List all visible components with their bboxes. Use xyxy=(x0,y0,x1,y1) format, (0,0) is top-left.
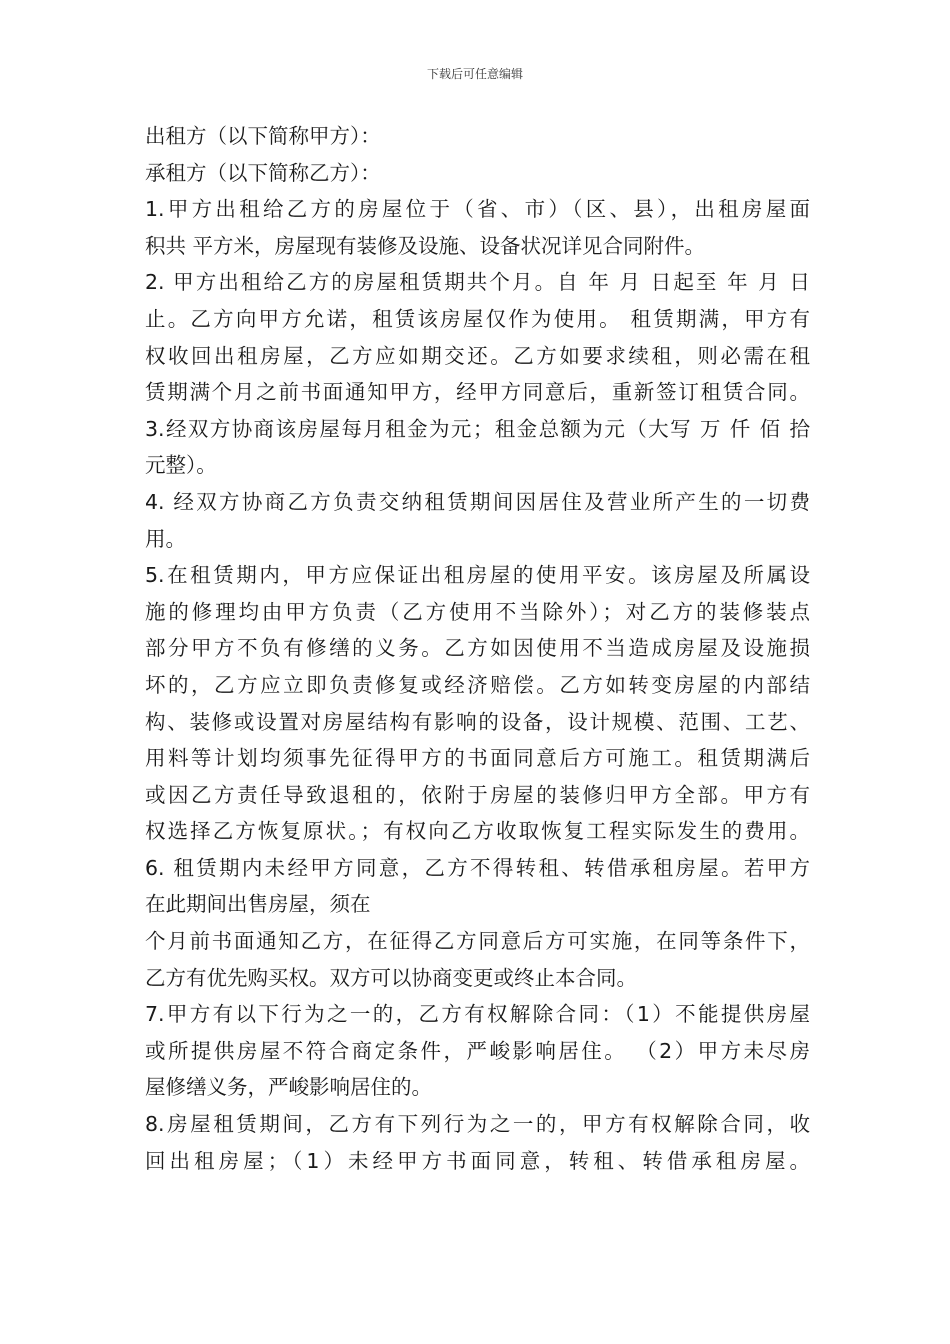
document-body xyxy=(145,118,810,1179)
document-line: 承租方（以下简称乙方）： xyxy=(145,160,381,185)
document-line: 或所提供房屋不符合商定条件，严峻影响居住。 （2）甲方未尽房 xyxy=(145,1038,810,1063)
document-line: 4. 经双方协商乙方负责交纳租赁期间因居住及营业所产生的一切费 xyxy=(145,489,810,514)
document-line: 或因乙方责任导致退租的，依附于房屋的装修归甲方全部。甲方有 xyxy=(145,782,810,807)
document-line: 积共 平方米，房屋现有装修及设施、设备状况详见合同附件。 xyxy=(145,233,706,258)
document-line: 3.经双方协商该房屋每月租金为元；租金总额为元（大写 万 仟 佰 拾 xyxy=(145,416,810,441)
document-line: 个月前书面通知乙方，在征得乙方同意后方可实施，在同等条件下， xyxy=(145,929,810,954)
document-line: 部分甲方不负有修缮的义务。乙方如因使用不当造成房屋及设施损 xyxy=(145,636,810,661)
document-line: 出租方（以下简称甲方）： xyxy=(145,124,381,148)
document-line: 7.甲方有以下行为之一的，乙方有权解除合同：（1）不能提供房屋 xyxy=(145,1002,810,1027)
document-line: 用。 xyxy=(145,526,186,551)
document-line: 8.房屋租赁期间，乙方有下列行为之一的，甲方有权解除合同，收 xyxy=(145,1112,810,1137)
document-line: 元整）。 xyxy=(145,453,217,478)
document-line: 屋修缮义务，严峻影响居住的。 xyxy=(145,1075,432,1100)
document-line: 5.在租赁期内，甲方应保证出租房屋的使用平安。该房屋及所属设 xyxy=(145,563,810,588)
document-line: 施的修理均由甲方负责（乙方使用不当除外）；对乙方的装修装点 xyxy=(145,599,810,624)
document-line: 用料等计划均须事先征得甲方的书面同意后方可施工。租赁期满后 xyxy=(145,746,810,771)
document-line: 2. 甲方出租给乙方的房屋租赁期共个月。自 年 月 日起至 年 月 日 xyxy=(145,270,810,295)
document-line: 回出租房屋；（1）未经甲方书面同意，转租、转借承租房屋。 xyxy=(145,1148,810,1173)
page-header: 下载后可任意编辑 xyxy=(426,67,523,81)
document-line: 权收回出租房屋，乙方应如期交还。乙方如要求续租，则必需在租 xyxy=(145,343,810,368)
document-line: 1.甲方出租给乙方的房屋位于（省、市）（区、县），出租房屋面 xyxy=(145,197,810,222)
document-line: 止。乙方向甲方允诺，租赁该房屋仅作为使用。 租赁期满，甲方有 xyxy=(145,306,810,331)
document-line: 构、装修或设置对房屋结构有影响的设备，设计规模、范围、工艺、 xyxy=(145,709,810,734)
document-line: 在此期间出售房屋，须在 xyxy=(145,892,371,917)
document-line: 乙方有优先购买权。双方可以协商变更或终止本合同。 xyxy=(145,965,637,990)
document-line: 赁期满个月之前书面通知甲方，经甲方同意后，重新签订租赁合同。 xyxy=(145,380,810,405)
document-line: 坏的，乙方应立即负责修复或经济赔偿。乙方如转变房屋的内部结 xyxy=(145,672,810,697)
document-line: 权选择乙方恢复原状。；有权向乙方收取恢复工程实际发生的费用。 xyxy=(145,819,810,844)
document-line: 6. 租赁期内未经甲方同意，乙方不得转租、转借承租房屋。若甲方 xyxy=(145,855,810,880)
